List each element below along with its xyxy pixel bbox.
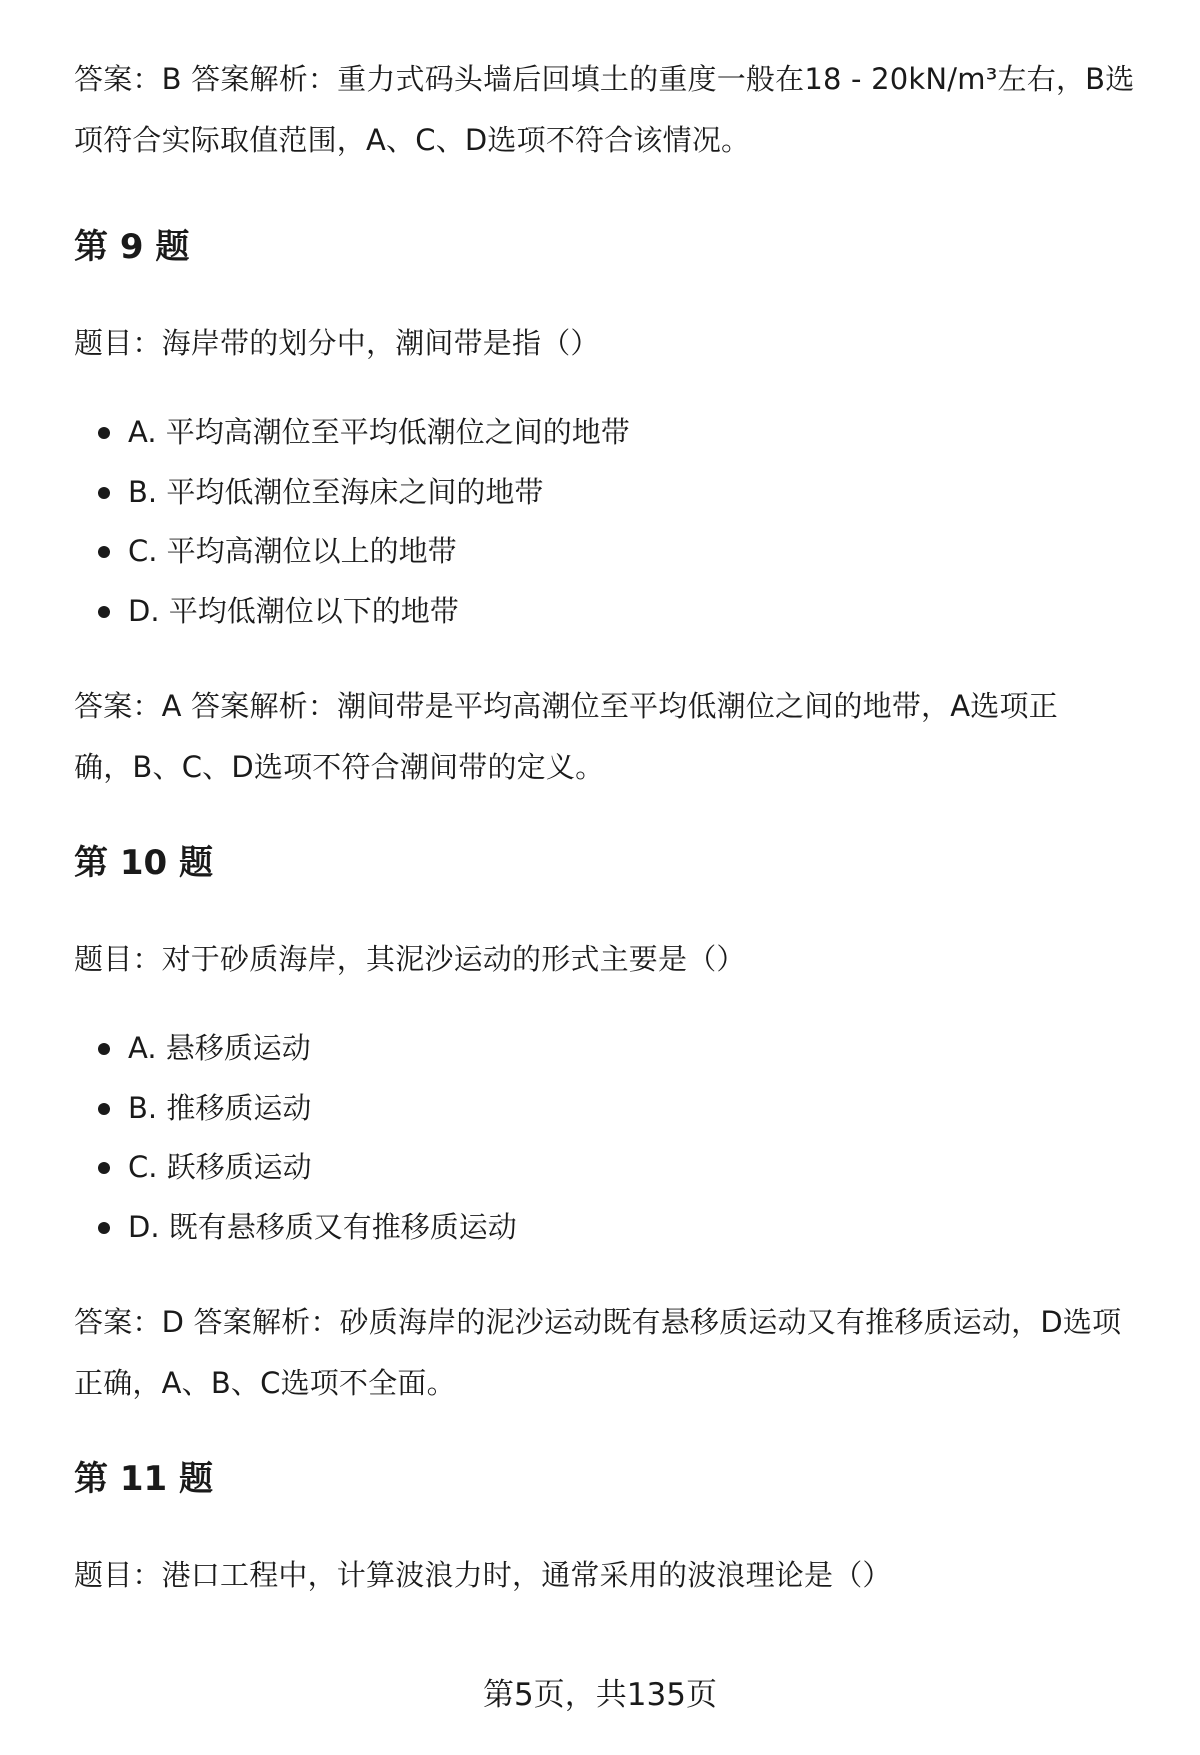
option-text: A. 悬移质运动 [128,1031,311,1065]
question-stem-11: 题目：港口工程中，计算波浪力时，通常采用的波浪理论是（） [74,1558,892,1592]
page-footer: 第5页，共135页 [483,1677,717,1713]
option-text: D. 平均低潮位以下的地带 [128,593,459,628]
answer-line: 答案：B 答案解析：重力式码头墙后回填土的重度一般在18 - 20kN/m³左右，B选 [74,62,1135,96]
option-text: B. 推移质运动 [128,1090,312,1125]
options-list-10 [74,1019,1154,1257]
bullet-icon [98,1103,110,1115]
option-item [74,403,1154,463]
answer-block-q10 [74,1292,1154,1414]
answer-block-q9 [74,676,1154,798]
bullet-icon [98,1043,110,1055]
option-item [74,1198,1154,1258]
options-list-9 [74,403,1154,641]
option-item [74,1079,1154,1139]
question-heading-9: 第 9 题 [74,227,190,267]
question-stem-10: 题目：对于砂质海岸，其泥沙运动的形式主要是（） [74,942,746,976]
answer-block-q8 [74,49,1154,171]
option-item [74,463,1154,523]
question-heading-10: 第 10 题 [74,843,213,883]
bullet-icon [98,1162,110,1174]
bullet-icon [98,606,110,618]
option-text: C. 平均高潮位以上的地带 [128,534,457,568]
option-text: B. 平均低潮位至海床之间的地带 [128,474,544,509]
option-item [74,1138,1154,1198]
answer-line: 确，B、C、D选项不符合潮间带的定义。 [74,750,605,784]
option-text: C. 跃移质运动 [128,1150,312,1184]
answer-line: 答案：A 答案解析：潮间带是平均高潮位至平均低潮位之间的地带，A选项正 [74,689,1058,723]
option-item [74,522,1154,582]
bullet-icon [98,487,110,499]
bullet-icon [98,427,110,439]
bullet-icon [98,546,110,558]
question-heading-11: 第 11 题 [74,1459,213,1499]
bullet-icon [98,1222,110,1234]
question-stem-9: 题目：海岸带的划分中，潮间带是指（） [74,326,600,360]
answer-line: 正确，A、B、C选项不全面。 [74,1366,456,1400]
option-item [74,1019,1154,1079]
option-item [74,582,1154,642]
answer-line: 项符合实际取值范围，A、C、D选项不符合该情况。 [74,123,751,157]
answer-line: 答案：D 答案解析：砂质海岸的泥沙运动既有悬移质运动又有推移质运动，D选项 [74,1305,1122,1339]
option-text: A. 平均高潮位至平均低潮位之间的地带 [128,415,630,449]
option-text: D. 既有悬移质又有推移质运动 [128,1209,517,1244]
